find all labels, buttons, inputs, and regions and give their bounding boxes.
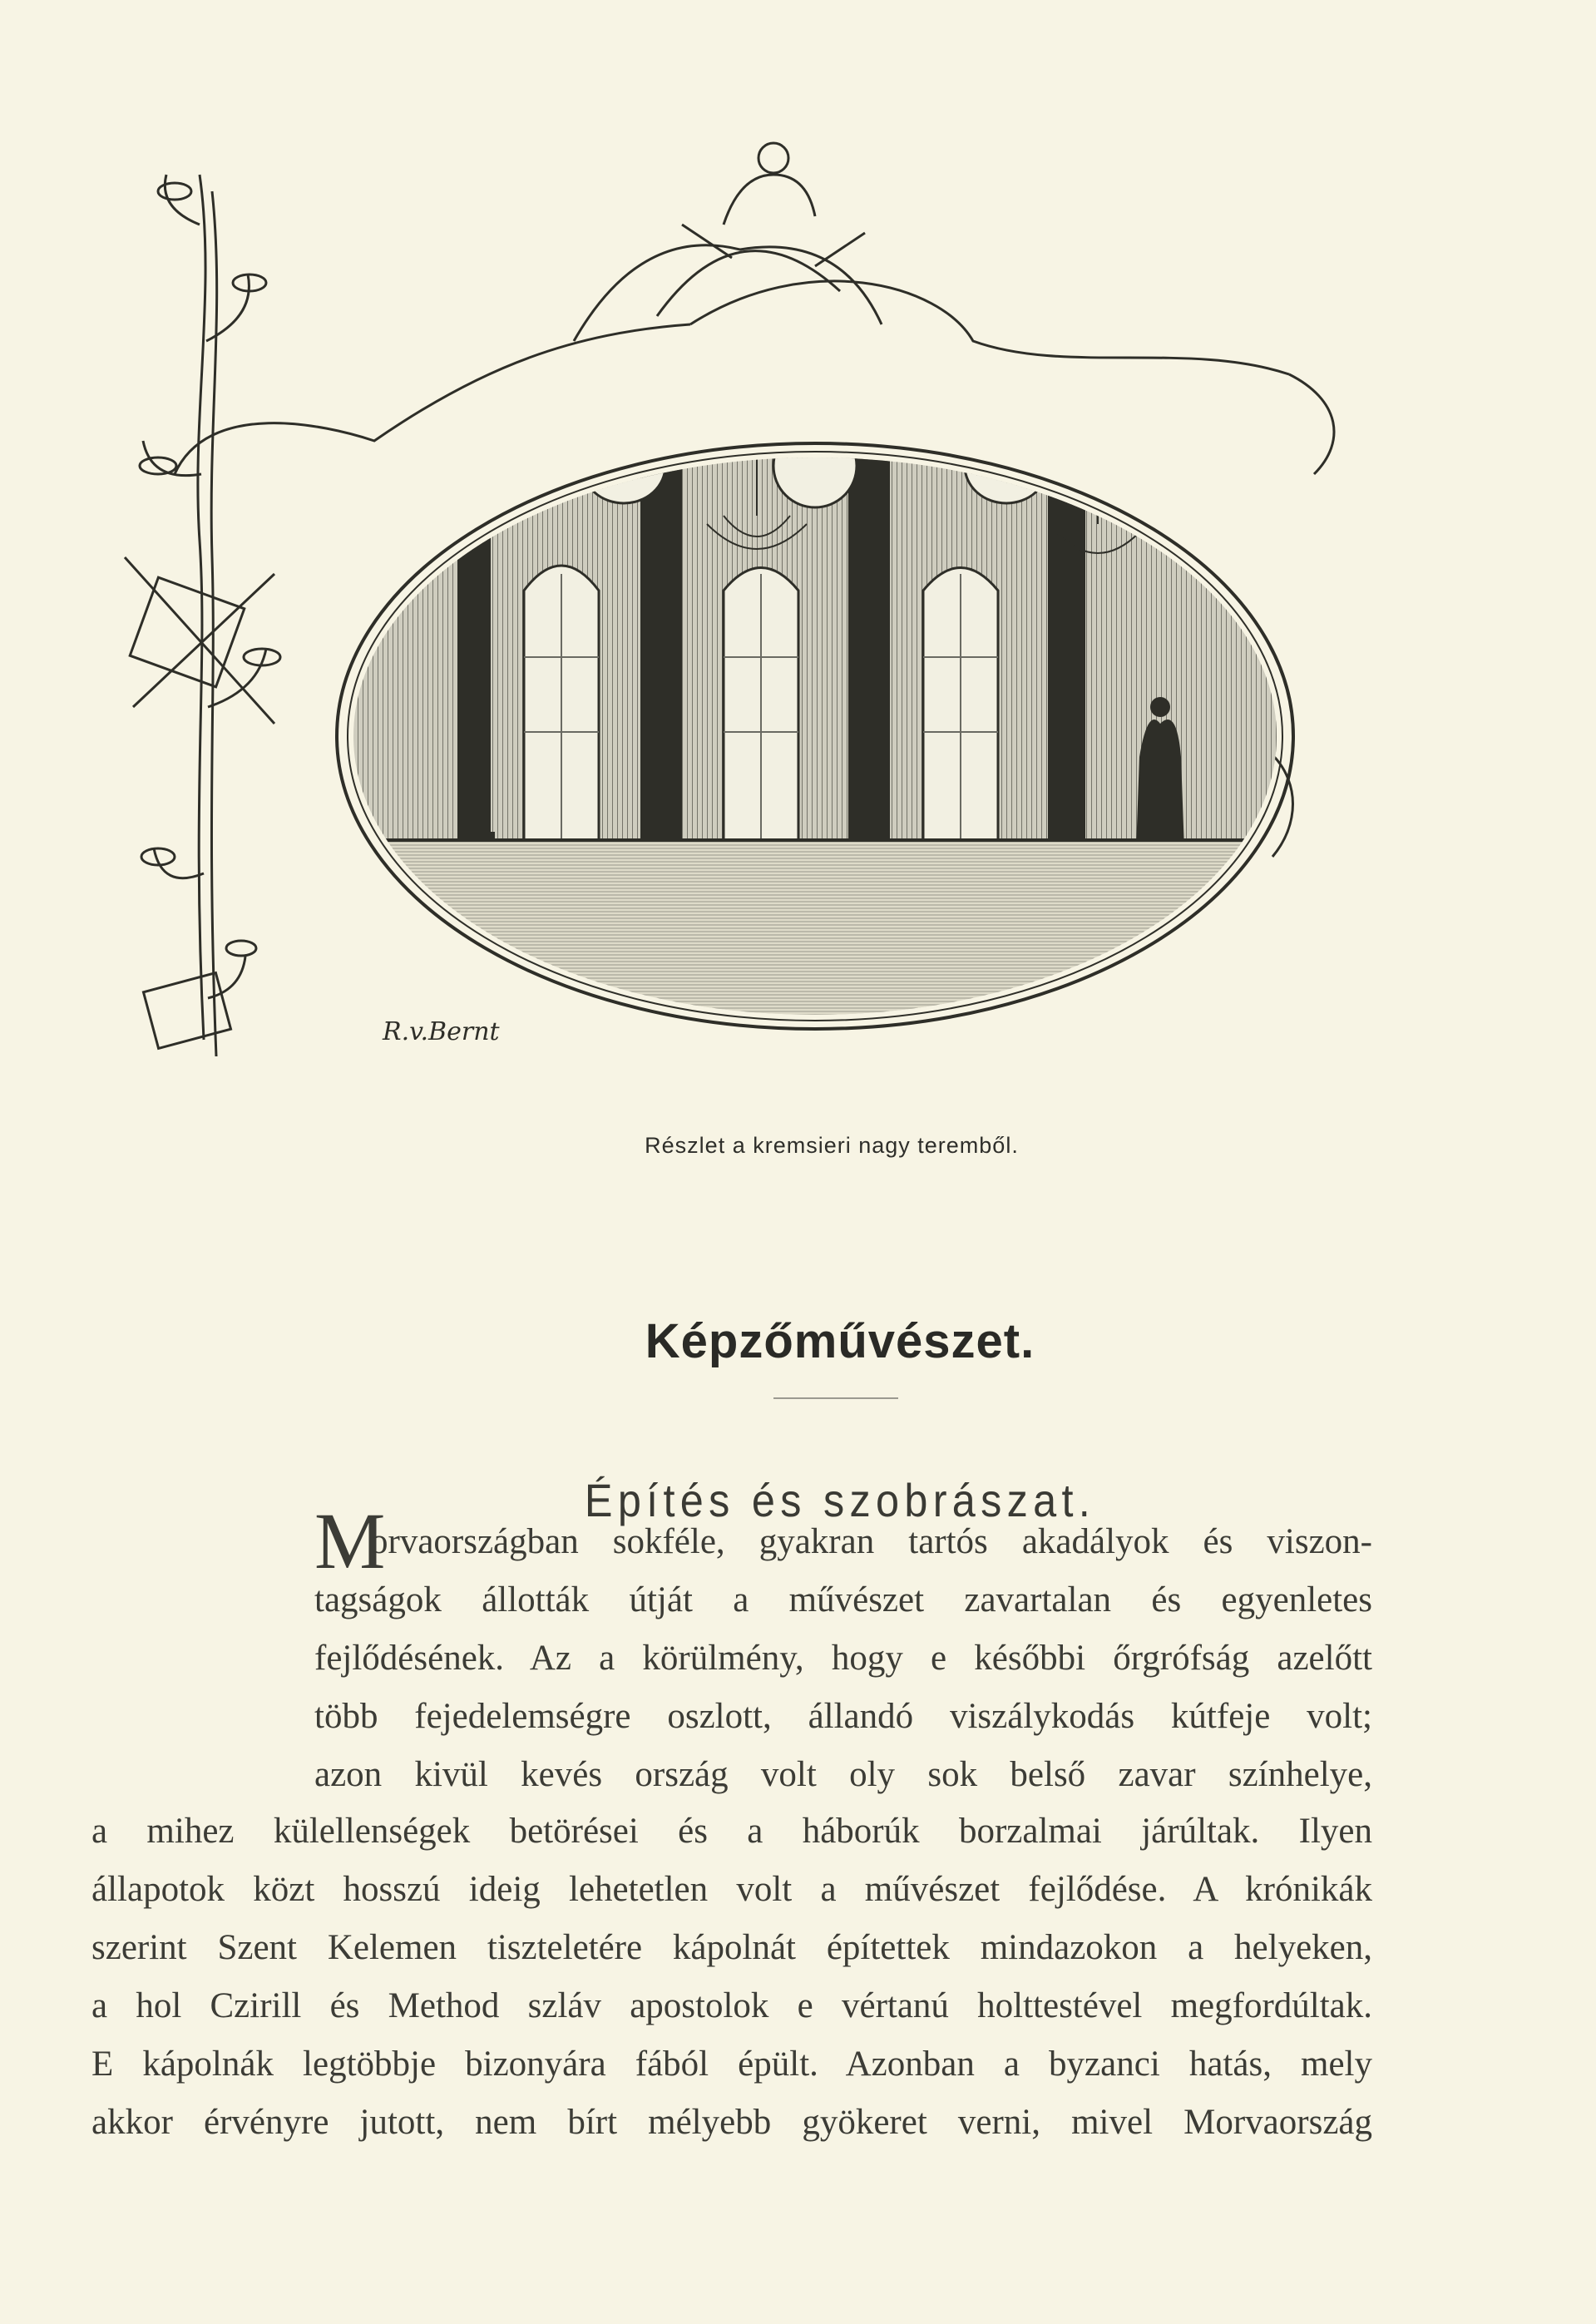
text-line: orvaországban sokféle, gyakran tartós akadályok és viszon-	[370, 1522, 1372, 1561]
text-line: tagságok állották útját a művészet zavartalan és egyenletes	[314, 1580, 1372, 1619]
artist-signature: R.v.Bernt	[383, 1017, 500, 1046]
subsection-title: Építés és szobrászat.	[584, 1474, 1096, 1527]
text-line: állapotok közt hosszú ideig lehetetlen volt a művészet fejlődése. A krónikák	[91, 1870, 1372, 1909]
text-line: azon kivül kevés ország volt oly sok belső zavar színhelye,	[314, 1755, 1372, 1794]
text-line: szerint Szent Kelemen tiszteletére kápolnát építettek mindazokon a helyeken,	[91, 1928, 1372, 1967]
text-line: a hol Czirill és Method szláv apostolok e vértanú holttestével megfordúltak.	[91, 1986, 1372, 2025]
text-line: több fejedelemségre oszlott, állandó viszálykodás kútfeje volt;	[314, 1697, 1372, 1736]
text-line: akkor érvényre jutott, nem bírt mélyebb gyökeret verni, mivel Morvaország	[91, 2103, 1372, 2142]
text-line: E kápolnák legtöbbje bizonyára fából épült. Azonban a byzanci hatás, mely	[91, 2045, 1372, 2084]
text-line: a mihez külellenségek betörései és a háborúk borzalmai járúltak. Ilyen	[91, 1812, 1372, 1851]
illustration-caption: Részlet a kremsieri nagy teremből.	[645, 1133, 1019, 1158]
text-line: fejlődésének. Az a körülmény, hogy e későbbi őrgrófság azelőtt	[314, 1639, 1372, 1678]
drop-cap: M	[314, 1496, 386, 1585]
section-title: Képzőművészet.	[645, 1313, 1035, 1368]
